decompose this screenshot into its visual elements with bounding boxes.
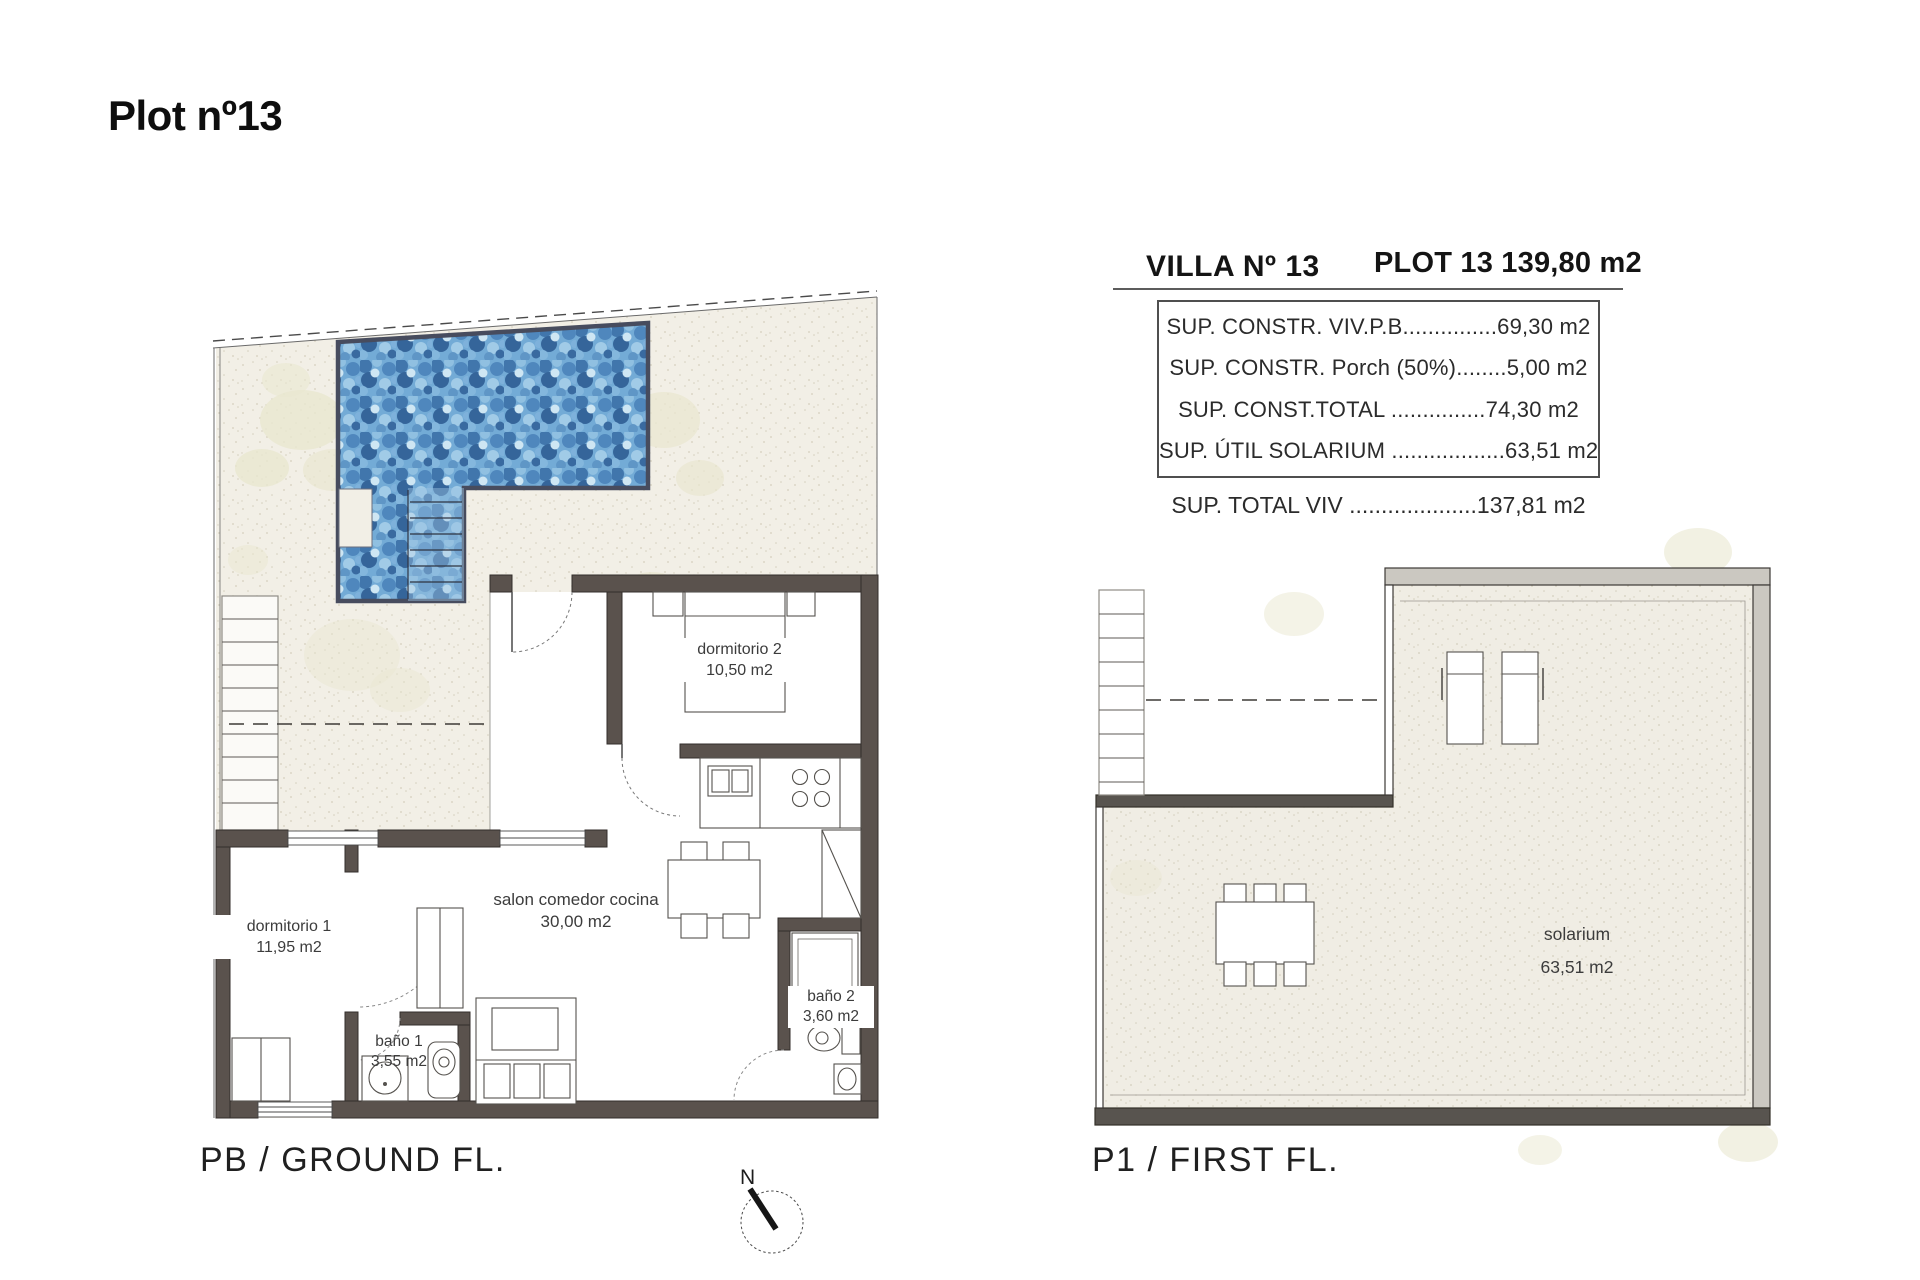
room-name: baño 1 [375, 1033, 423, 1050]
room-label-salon [486, 888, 666, 934]
page-title: Plot nº13 [108, 92, 283, 139]
hall-closet [417, 908, 463, 1008]
room-area: 30,00 m2 [540, 912, 612, 931]
legend-row: SUP. CONSTR. Porch (50%)........5,00 m2 [1169, 355, 1588, 381]
exterior-staircase [222, 596, 278, 830]
room-label-bano2 [788, 986, 874, 1028]
wardrobe-dormitorio1 [232, 1038, 290, 1101]
room-name: dormitorio 2 [697, 641, 782, 658]
legend-villa-title: VILLA Nº 13 [1146, 250, 1320, 283]
legend-row: SUP. ÚTIL SOLARIUM ..................63,51 m2 [1159, 438, 1599, 464]
first-floor-caption: P1 / FIRST FL. [1092, 1141, 1340, 1179]
room-area: 63,51 m2 [1540, 957, 1614, 977]
room-name: dormitorio 1 [246, 918, 332, 935]
room-name: baño 2 [807, 988, 855, 1005]
room-area: 10,50 m2 [706, 662, 773, 679]
legend-underline [1113, 288, 1623, 290]
legend-row: SUP. CONSTR. VIV.P.B...............69,30 m2 [1166, 313, 1591, 339]
first-floor-plan [1095, 528, 1778, 1165]
legend-total-row: SUP. TOTAL VIV ....................137,81 m2 [1171, 492, 1586, 518]
north-compass [741, 1189, 803, 1253]
legend-plot-title: PLOT 13 139,80 m2 [1374, 247, 1642, 279]
room-label-dormitorio2 [660, 638, 819, 682]
patio-table [1216, 884, 1314, 986]
legend-row: SUP. CONST.TOTAL ...............74,30 m2 [1178, 396, 1579, 422]
room-label-dormitorio1 [212, 915, 366, 959]
room-name: salon comedor cocina [493, 890, 659, 909]
solarium-floor [1103, 585, 1753, 1108]
legend-surface-table [1157, 300, 1600, 478]
pool-corner-notch [339, 489, 372, 547]
room-label-bano1 [352, 1031, 446, 1073]
room-area: 3,60 m2 [802, 1008, 859, 1025]
room-label-solarium [1510, 917, 1644, 985]
compass-north-label: N [740, 1166, 756, 1189]
room-area: 3,55 m2 [370, 1053, 427, 1070]
sofa [476, 998, 576, 1104]
room-name: solarium [1543, 924, 1611, 944]
room-area: 11,95 m2 [256, 939, 322, 956]
ff-staircase [1099, 590, 1144, 795]
ground-floor-caption: PB / GROUND FL. [200, 1141, 506, 1179]
pool-steps [408, 488, 464, 601]
ground-floor-plan [213, 291, 878, 1118]
